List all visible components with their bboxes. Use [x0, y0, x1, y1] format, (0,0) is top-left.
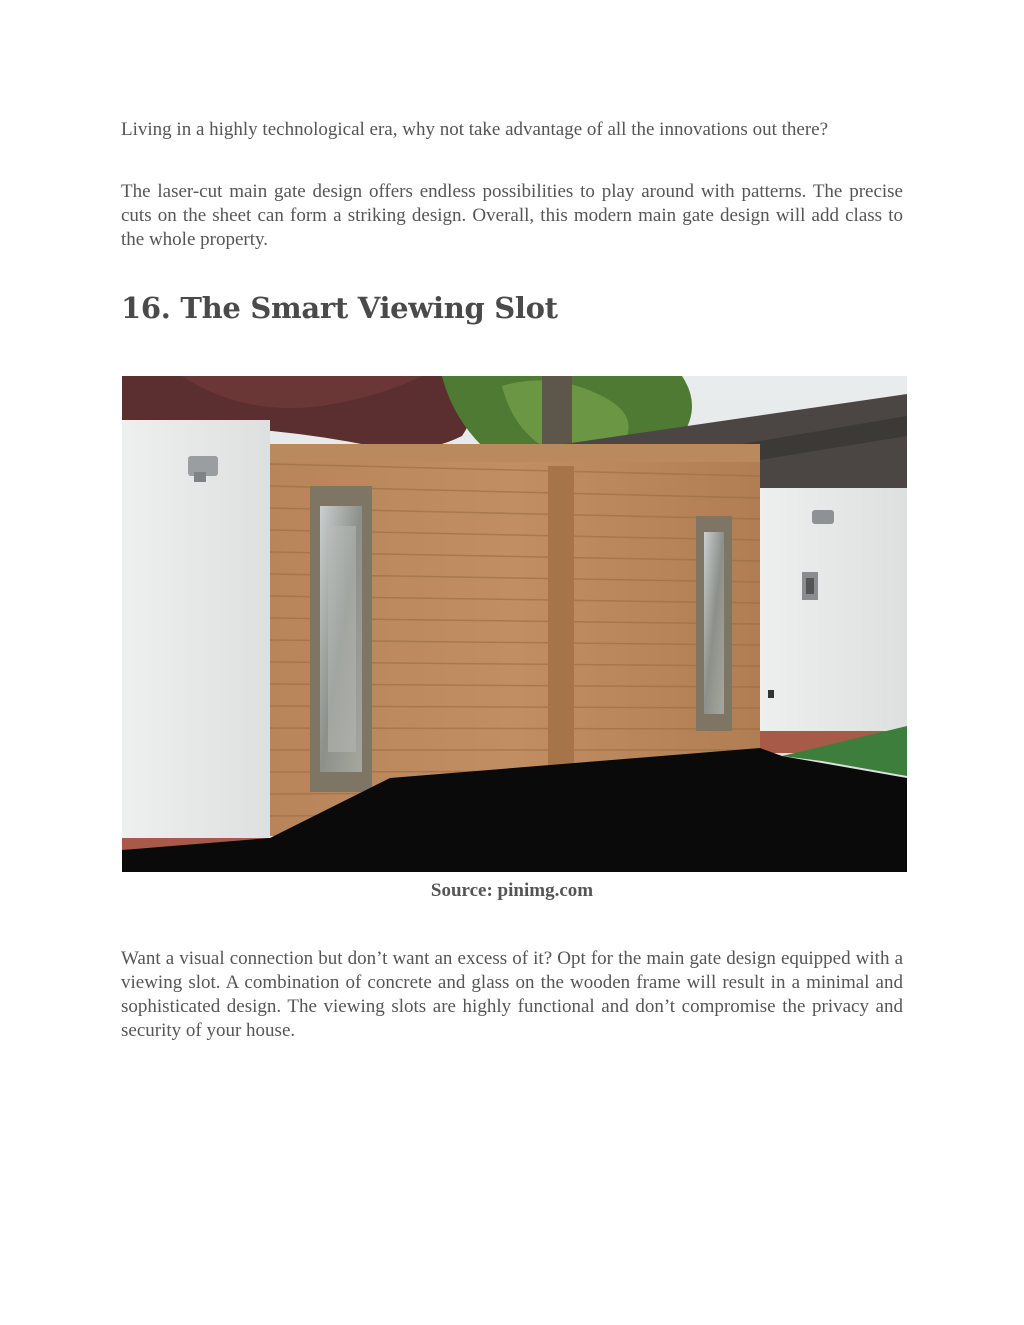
viewing-slot-paragraph: Want a visual connection but don’t want an excess of it? Opt for the main gate design equipped with a viewing slot. A combination of concrete and glass on the wooden frame will result in a minimal and sophisticated design. The viewing slots are highly functional and don’t compromise the privacy and security of your house.	[121, 948, 903, 1041]
figure-caption: Source: pinimg.com	[430, 880, 594, 901]
section-heading: 16. The Smart Viewing Slot	[121, 291, 558, 325]
laser-cut-paragraph: The laser-cut main gate design offers endless possibilities to play around with patterns. The precise cuts on the sheet can form a striking design. Overall, this modern main gate design will add class to the whole property.	[121, 181, 903, 250]
document-page	[121, 118, 903, 1043]
gate-photo	[122, 376, 907, 872]
intro-paragraph: Living in a highly technological era, why not take advantage of all the innovations out there?	[121, 119, 829, 140]
